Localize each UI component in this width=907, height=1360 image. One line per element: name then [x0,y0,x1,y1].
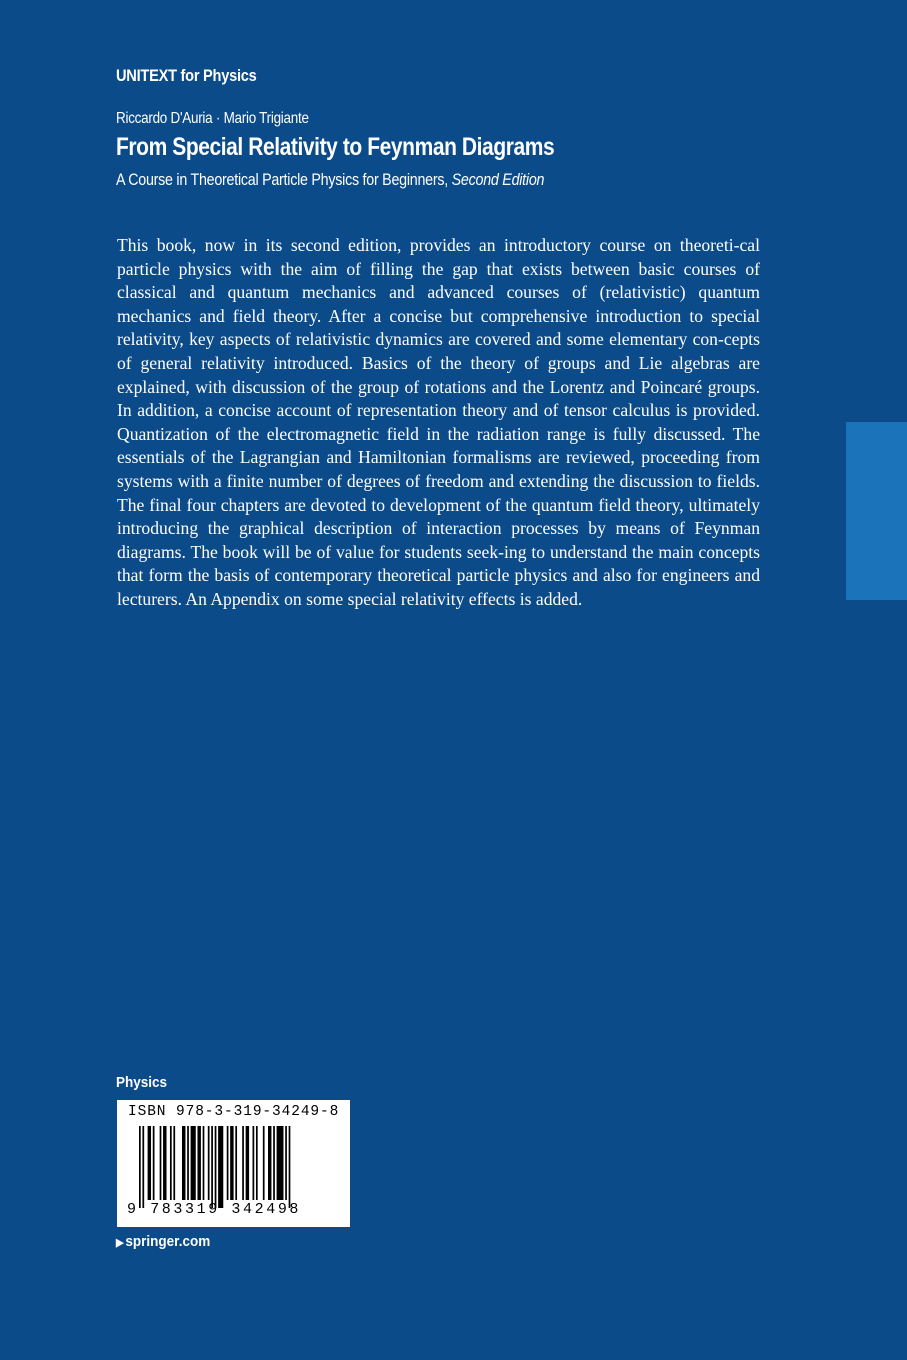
barcode-bar [208,1126,210,1200]
barcode-bar [170,1126,172,1200]
barcode-bar [163,1126,166,1200]
book-subtitle [116,170,544,190]
barcode-bar [182,1126,185,1200]
color-tab [846,422,907,600]
barcode-bar [218,1126,223,1208]
website-text: springer.com [125,1233,211,1250]
barcode-bar [227,1126,229,1200]
barcode-bar [235,1126,237,1200]
isbn-barcode [117,1100,350,1227]
barcode-bar [263,1126,265,1200]
barcode-bar [285,1126,287,1200]
barcode-bar [246,1126,249,1200]
subtitle-text: A Course in Theoretical Particle Physics for Beginners, [116,170,448,189]
triangle-right-icon: ▶ [116,1237,124,1249]
barcode-bar [277,1126,284,1200]
barcode-bar [148,1126,151,1200]
barcode-bar [253,1126,255,1200]
barcode-bar [142,1126,144,1208]
barcode-bar [160,1126,162,1200]
barcode-bar [191,1126,196,1200]
barcode-digits: 9 783319 342498 [127,1201,302,1218]
barcode-bar [139,1126,141,1208]
barcode-bar [256,1126,258,1200]
barcode-bar [187,1126,189,1200]
series-name: UNITEXT for Physics [116,66,257,85]
barcode-bar [211,1126,213,1208]
book-title: From Special Relativity to Feynman Diagrams [116,133,555,161]
website-link[interactable] [116,1233,210,1250]
barcode-bar [273,1126,275,1200]
barcode-bar [289,1126,291,1208]
authors: Riccardo D'Auria · Mario Trigiante [116,110,309,127]
barcode-bar [173,1126,175,1200]
category-label: Physics [116,1074,168,1091]
barcode-bar [153,1126,155,1200]
barcode-bar [230,1126,233,1200]
barcode-bar [242,1126,244,1200]
barcode-bar [268,1126,271,1200]
barcode-bar [203,1126,205,1200]
barcode-bar [215,1126,217,1208]
edition-label: Second Edition [451,170,545,189]
barcode-bar [197,1126,200,1200]
isbn-label: ISBN 978-3-319-34249-8 [128,1104,340,1120]
book-description: This book, now in its second edition, provides an introductory course on theoreti-cal particle physics with the aim of filling the gap that exists between basic courses of classical and quantum mechanics and advanced courses of (relativistic) quantum mechanics and field theory. After a concise but comprehensive introduction to special relativity, key aspects of relativistic dynamics are covered and some elementary con-cepts of general relativity introduced. Basics of the theory of groups and Lie algebras are explained, with discussion of the group of rotations and the Lorentz and Poincaré groups. In addition, a concise account of representation theory and of tensor calculus is provided. Quantization of the electromagnetic field in the radiation range is fully discussed. The essentials of the Lagrangian and Hamiltonian formalisms are reviewed, proceeding from systems with a finite number of degrees of freedom and extending the discussion to fields. The final four chapters are devoted to development of the quantum field theory, ultimately introducing the graphical description of interaction processes by means of Feynman diagrams. The book will be of value for students seek-ing to understand the main concepts that form the basis of contemporary theoretical particle physics and also for engineers and lecturers. An Appendix on some special relativity effects is added. [117,235,760,609]
